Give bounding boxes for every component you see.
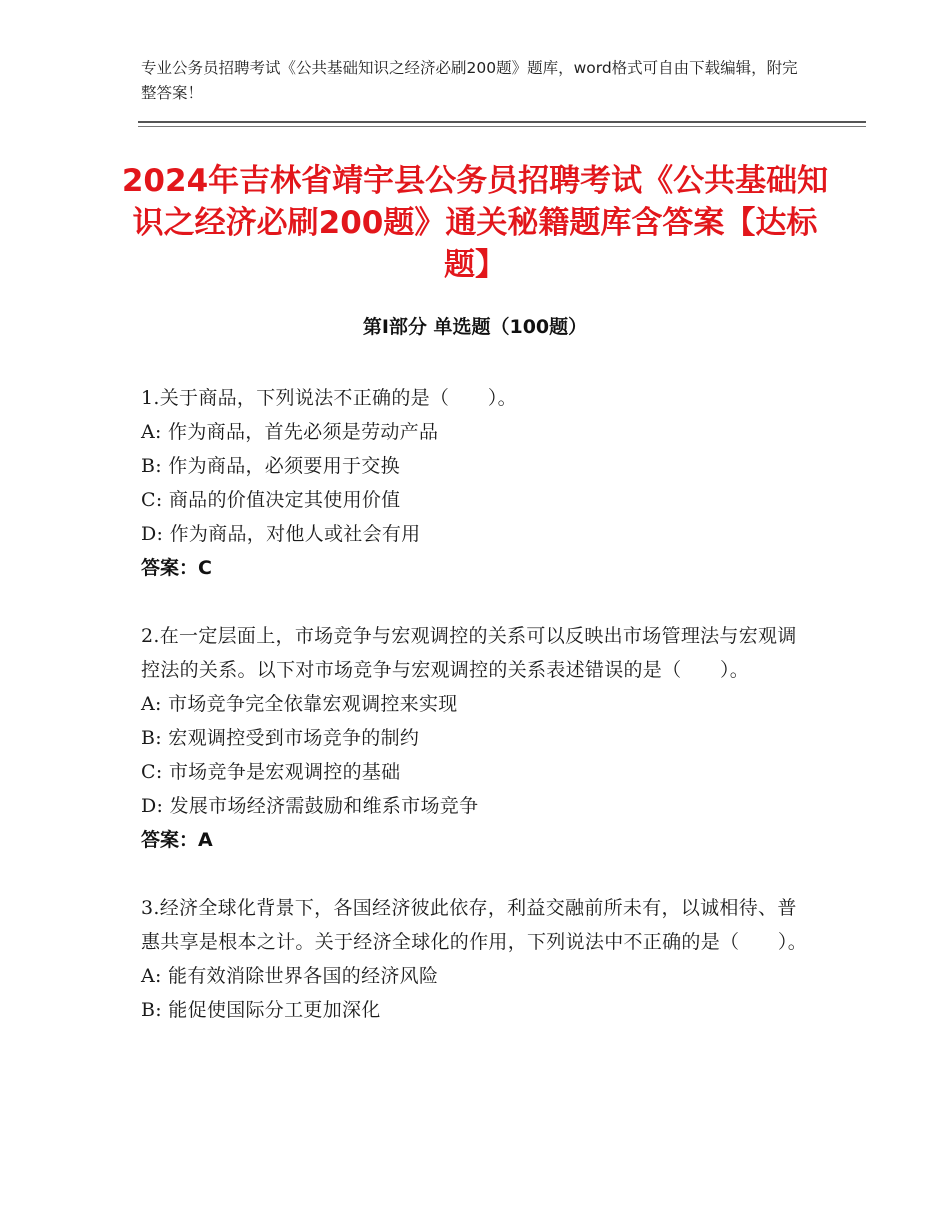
answer-line: 答案：C xyxy=(141,557,212,579)
option-b: B: 作为商品，必须要用于交换 xyxy=(141,455,400,477)
question-stem: 2.在一定层面上，市场竞争与宏观调控的关系可以反映出市场管理法与宏观调控法的关系。以下对市场竞争与宏观调控的关系表述错误的是（ ）。 xyxy=(141,625,797,681)
document-title: 2024年吉林省靖宇县公务员招聘考试《公共基础知识之经济必刷200题》通关秘籍题库含答案【达标题】 xyxy=(121,163,829,283)
option-b: B: 宏观调控受到市场竞争的制约 xyxy=(141,727,420,749)
option-d: D: 发展市场经济需鼓励和维系市场竞争 xyxy=(141,795,479,817)
question-2 xyxy=(141,619,811,857)
answer-line: 答案：A xyxy=(141,829,213,851)
option-b: B: 能促使国际分工更加深化 xyxy=(141,999,381,1021)
option-a: A: 能有效消除世界各国的经济风险 xyxy=(141,965,439,987)
question-stem: 3.经济全球化背景下，各国经济彼此依存，利益交融前所未有，以诚相待、普惠共享是根本之计。关于经济全球化的作用，下列说法中不正确的是（ ）。 xyxy=(141,897,808,953)
option-a: A: 市场竞争完全依靠宏观调控来实现 xyxy=(141,693,458,715)
question-stem: 1.关于商品，下列说法不正确的是（ ）。 xyxy=(141,387,517,409)
header-divider-thick xyxy=(138,121,866,123)
section-heading: 第Ⅰ部分 单选题（100题） xyxy=(362,316,588,338)
question-3 xyxy=(141,891,811,1027)
option-d: D: 作为商品，对他人或社会有用 xyxy=(141,523,421,545)
option-c: C: 市场竞争是宏观调控的基础 xyxy=(141,761,401,783)
question-1 xyxy=(141,381,811,585)
header-divider-thin xyxy=(138,126,866,127)
question-list xyxy=(141,381,811,1061)
option-a: A: 作为商品，首先必须是劳动产品 xyxy=(141,421,439,443)
header-note: 专业公务员招聘考试《公共基础知识之经济必刷200题》题库，word格式可自由下载编辑，附完整答案！ xyxy=(141,59,798,102)
option-c: C: 商品的价值决定其使用价值 xyxy=(141,489,401,511)
